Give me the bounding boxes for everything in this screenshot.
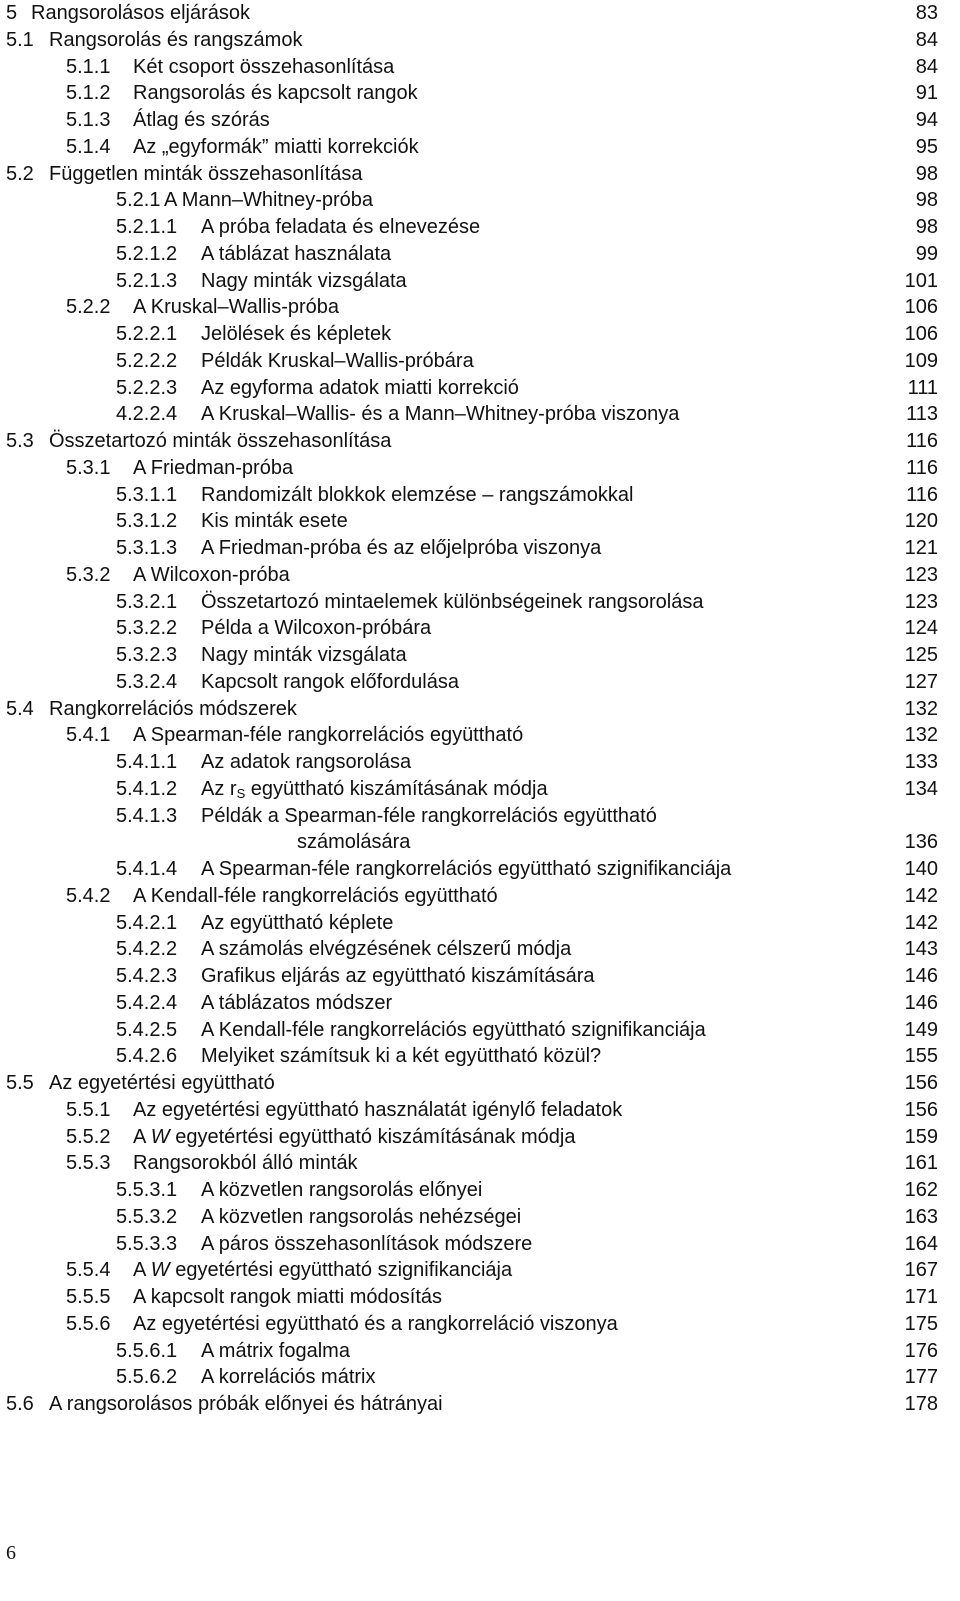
toc-entry[interactable] xyxy=(0,107,960,134)
toc-entry-title xyxy=(49,1070,275,1097)
toc-entry[interactable] xyxy=(0,0,960,27)
toc-entry-title-text: Kis minták esete xyxy=(201,510,348,533)
toc-entry-page: 84 xyxy=(915,55,938,78)
toc-entry-title-subscript: S xyxy=(236,785,246,801)
toc-entry-title-text: Az egyetértési együttható xyxy=(49,1072,275,1094)
toc-entry-title-text: A számolás elvégzésének célszerű módja xyxy=(201,938,572,961)
toc-entry-title-text: Rangsorokból álló minták xyxy=(133,1152,358,1175)
toc-entry-page: 101 xyxy=(904,269,938,292)
toc-entry-title xyxy=(133,722,523,749)
toc-entry-number: 5.3.2.3 xyxy=(116,644,178,666)
toc-entry-page: 124 xyxy=(904,617,938,640)
toc-entry-title-text: A Mann–Whitney-próba xyxy=(164,189,374,212)
toc-entry-title xyxy=(201,669,459,696)
toc-entry-title xyxy=(201,508,348,535)
toc-entry-title xyxy=(201,803,657,830)
toc-entry[interactable] xyxy=(0,214,960,241)
toc-entry-page: 116 xyxy=(906,456,938,479)
toc-entry-title xyxy=(201,936,571,963)
toc-entry-title-text: Rangsorolás és rangszámok xyxy=(49,28,303,51)
toc-entry-title-text: Példa a Wilcoxon-próbára xyxy=(201,617,432,640)
toc-entry-title-text: Összetartozó mintaelemek különbségeinek rangsorolása xyxy=(201,590,704,613)
toc-entry-number: 5.1.2 xyxy=(66,82,111,105)
toc-entry-page: 99 xyxy=(915,242,938,265)
toc-entry-number: 5.5.2 xyxy=(66,1125,111,1148)
toc-entry-page: 171 xyxy=(904,1286,938,1308)
toc-entry[interactable] xyxy=(0,508,960,535)
toc-entry-page: 164 xyxy=(904,1232,938,1255)
toc-entry-title xyxy=(201,1204,521,1231)
toc-entry-title xyxy=(49,1391,443,1418)
toc-entry-page: 98 xyxy=(915,162,938,185)
toc-entry-title xyxy=(201,749,411,776)
toc-entry-number: 5.5.6.1 xyxy=(116,1339,178,1362)
toc-entry-page: 140 xyxy=(904,858,938,880)
toc-entry[interactable] xyxy=(0,268,960,295)
toc-entry-page: 142 xyxy=(904,884,938,907)
toc-entry-title xyxy=(201,1017,706,1044)
toc-entry-number: 5.4 xyxy=(6,697,34,720)
toc-entry[interactable] xyxy=(0,187,960,214)
toc-entry-page: 121 xyxy=(904,537,938,559)
toc-entry-page: 143 xyxy=(904,938,938,961)
toc-entry-page: 123 xyxy=(904,590,938,613)
toc-entry[interactable] xyxy=(0,936,960,963)
toc-entry-page: 146 xyxy=(904,991,938,1014)
toc-entry-number: 5.5.6.2 xyxy=(116,1366,178,1389)
toc-entry-title xyxy=(49,27,302,54)
toc-entry-title xyxy=(133,1311,618,1338)
toc-entry-number: 5.2.1.3 xyxy=(116,269,178,292)
toc-entry[interactable] xyxy=(0,1204,960,1231)
toc-entry-page: 84 xyxy=(915,28,938,51)
toc-entry-title-text: A Kendall-féle rangkorrelációs együttható szignifikanciája xyxy=(201,1018,706,1041)
toc-entry-title-text: A táblázatos módszer xyxy=(201,991,393,1014)
toc-entry[interactable] xyxy=(0,1017,960,1044)
toc-entry-title-text: Két csoport összehasonlítása xyxy=(133,55,395,78)
toc-entry-number: 5.2.2.3 xyxy=(116,376,178,399)
toc-entry-number: 5.5 xyxy=(6,1072,34,1094)
toc-entry-page: 123 xyxy=(904,563,938,586)
toc-entry[interactable] xyxy=(0,161,960,188)
toc-entry-title xyxy=(133,80,418,107)
toc-entry-title-text: Példák Kruskal–Wallis-próbára xyxy=(201,349,474,372)
toc-entry[interactable] xyxy=(0,1177,960,1204)
toc-entry-number: 5.5.6 xyxy=(66,1312,111,1335)
toc-entry[interactable] xyxy=(0,1043,960,1070)
toc-entry-title xyxy=(133,1150,358,1177)
toc-entry-title-text: Grafikus eljárás az együttható kiszámítására xyxy=(201,965,595,987)
toc-entry-title-text: Az egyetértési együttható használatát igénylő feladatok xyxy=(133,1098,623,1121)
toc-entry-number: 5.3.2 xyxy=(66,563,111,586)
toc-entry[interactable] xyxy=(0,1124,960,1151)
toc-entry[interactable] xyxy=(0,321,960,348)
toc-entry-page: 159 xyxy=(904,1125,938,1148)
toc-entry-number: 5.2.2.2 xyxy=(116,349,178,372)
toc-entry-page: 95 xyxy=(915,135,938,158)
toc-entry-title-text: A táblázat használata xyxy=(201,242,392,265)
toc-entry-page: 156 xyxy=(904,1098,938,1121)
toc-entry-page: 176 xyxy=(904,1339,938,1362)
toc-entry[interactable] xyxy=(0,134,960,161)
toc-entry-page: 120 xyxy=(904,510,938,533)
toc-entry[interactable] xyxy=(0,669,960,696)
toc-entry-number: 5.3.2.1 xyxy=(116,590,178,613)
toc-entry[interactable] xyxy=(0,990,960,1017)
toc-entry[interactable] xyxy=(0,883,960,910)
toc-entry-title xyxy=(133,54,394,81)
toc-entry-title xyxy=(49,161,363,188)
toc-entry-title xyxy=(133,455,293,482)
toc-entry-title-text: A közvetlen rangsorolás nehézségei xyxy=(201,1205,522,1228)
toc-entry-number: 5.4.2.2 xyxy=(116,938,178,961)
toc-entry-title-text: Randomizált blokkok elemzése – rangszámokkal xyxy=(201,483,634,506)
toc-entry-title xyxy=(201,375,519,402)
toc-entry-title-text: A páros összehasonlítások módszere xyxy=(201,1232,533,1255)
toc-entry-title-text: Nagy minták vizsgálata xyxy=(201,269,407,292)
toc-entry[interactable] xyxy=(0,54,960,81)
toc-entry-title xyxy=(201,1043,601,1070)
toc-entry-number: 5.4.2.6 xyxy=(116,1045,178,1068)
toc-entry-page: 109 xyxy=(904,349,938,372)
toc-entry-page: 178 xyxy=(904,1393,938,1415)
toc-entry-title xyxy=(133,1257,512,1284)
toc-entry[interactable] xyxy=(0,1311,960,1338)
toc-entry-page: 162 xyxy=(904,1179,938,1201)
toc-entry[interactable] xyxy=(0,615,960,642)
toc-entry-title-text: A Friedman-próba xyxy=(133,456,294,479)
toc-entry-title xyxy=(201,1364,376,1391)
toc-entry-title xyxy=(201,348,474,375)
toc-entry-title xyxy=(201,1231,532,1258)
toc-entry-title xyxy=(297,829,410,856)
toc-entry-title-text: Az egyforma adatok miatti korrekció xyxy=(201,376,519,399)
toc-entry-title-text: A próba feladata és elnevezése xyxy=(201,216,481,238)
toc-entry-title-text: Az „egyformák” miatti korrekciók xyxy=(133,135,419,158)
toc-entry-page: 125 xyxy=(904,644,938,666)
toc-entry-number: 5.1.1 xyxy=(66,55,111,78)
toc-entry-title xyxy=(201,856,731,883)
toc-entry-title xyxy=(133,883,498,910)
toc-entry[interactable] xyxy=(0,856,960,883)
toc-entry-page: 106 xyxy=(904,323,938,345)
toc-entry-page: 83 xyxy=(915,2,938,24)
toc-entry-number: 5.5.1 xyxy=(66,1098,111,1121)
toc-entry[interactable] xyxy=(0,776,960,803)
toc-entry-title-text: A közvetlen rangsorolás előnyei xyxy=(201,1179,483,1201)
toc-entry-title-text: Rangsorolás és kapcsolt rangok xyxy=(133,82,418,105)
toc-entry-title-text: A rangsorolásos próbák előnyei és hátrányai xyxy=(49,1393,443,1415)
toc-entry-page: 111 xyxy=(907,376,938,399)
toc-entry-title-text: A Kendall-féle rangkorrelációs együttható xyxy=(133,884,498,907)
toc-entry-page: 98 xyxy=(915,189,938,212)
toc-entry-number: 5.5.4 xyxy=(66,1259,111,1282)
toc-entry-number: 5.5.3.3 xyxy=(116,1232,178,1255)
toc-entry-page: 156 xyxy=(904,1072,938,1094)
toc-entry-number: 5.3.2.2 xyxy=(116,617,178,640)
toc-entry-title-text: A Wilcoxon-próba xyxy=(133,563,290,586)
toc-entry-number: 5 xyxy=(6,2,18,24)
toc-entry-number: 5.1 xyxy=(6,28,34,51)
toc-entry-title xyxy=(201,963,595,990)
toc-entry-title-text: Jelölések és képletek xyxy=(201,323,392,345)
toc-entry-number: 5.4.1.3 xyxy=(116,804,178,827)
toc-entry-title xyxy=(49,696,297,723)
toc-entry-number: 5.3.1.3 xyxy=(116,537,178,559)
toc-entry-page: 116 xyxy=(906,483,938,506)
toc-entry-title xyxy=(201,990,392,1017)
toc-entry-number: 5.4.2.1 xyxy=(116,911,178,934)
toc-entry-number: 5.3.2.4 xyxy=(116,670,178,693)
toc-entry-page: 161 xyxy=(904,1152,938,1175)
toc-entry-number: 5.5.3 xyxy=(66,1152,111,1175)
toc-entry-title-text: A kapcsolt rangok miatti módosítás xyxy=(133,1286,443,1308)
toc-entry[interactable] xyxy=(0,642,960,669)
toc-entry[interactable] xyxy=(0,910,960,937)
toc-entry-title xyxy=(133,134,419,161)
toc-entry-page: 136 xyxy=(904,831,938,854)
toc-entry[interactable] xyxy=(0,401,960,428)
toc-entry-title xyxy=(201,401,679,428)
toc-entry[interactable] xyxy=(0,589,960,616)
toc-entry-page: 132 xyxy=(904,724,938,747)
toc-entry-title xyxy=(201,589,704,616)
toc-entry-number: 5.5.3.1 xyxy=(116,1179,178,1201)
toc-entry[interactable] xyxy=(0,1070,960,1097)
toc-entry-title-text: A korrelációs mátrix xyxy=(201,1366,376,1389)
toc-entry-page: 133 xyxy=(904,751,938,773)
toc-entry-number: 5.2 xyxy=(6,162,34,185)
toc-entry-title-text: A Kruskal–Wallis-próba xyxy=(133,296,340,319)
toc-entry-number: 5.2.1.2 xyxy=(116,242,178,265)
toc-entry-page: 127 xyxy=(904,670,938,693)
toc-entry-title-text: A xyxy=(133,1125,151,1148)
toc-entry-page: 116 xyxy=(906,430,938,452)
toc-entry[interactable] xyxy=(0,294,960,321)
toc-entry-page: 155 xyxy=(904,1045,938,1068)
toc-entry-title xyxy=(201,910,393,937)
toc-entry[interactable] xyxy=(0,1231,960,1258)
toc-entry-number: 5.4.2.3 xyxy=(116,965,178,987)
toc-entry-number: 5.4.2 xyxy=(66,884,111,907)
toc-entry-title-text: A Spearman-féle rangkorrelációs együttható szignifikanciája xyxy=(201,858,732,880)
toc-entry-number: 5.1.4 xyxy=(66,135,111,158)
toc-entry[interactable] xyxy=(0,803,960,830)
toc-entry-title-text: Melyiket számítsuk ki a két együttható közül? xyxy=(201,1045,602,1068)
toc-entry-number: 5.2.2 xyxy=(66,296,111,319)
toc-entry-page: 175 xyxy=(904,1312,938,1335)
toc-entry-title xyxy=(201,535,601,562)
toc-entry-title xyxy=(201,1338,350,1365)
toc-entry-page: 146 xyxy=(904,965,938,987)
toc-entry-title-rest: együttható kiszámításának módja xyxy=(245,777,548,800)
toc-entry[interactable] xyxy=(0,1338,960,1365)
toc-entry-page: 94 xyxy=(915,109,938,131)
toc-entry-title-italic: W xyxy=(150,1259,170,1282)
toc-entry-title xyxy=(133,107,270,134)
toc-entry-title-text: Független minták összehasonlítása xyxy=(49,162,363,185)
toc-entry-number: 5.4.2.5 xyxy=(116,1018,178,1041)
toc-entry-title xyxy=(201,1177,482,1204)
toc-entry-title-text: Példák a Spearman-féle rangkorrelációs együttható xyxy=(201,804,657,827)
toc-entry-title xyxy=(133,562,290,589)
toc-entry-number: 5.3.1.2 xyxy=(116,510,178,533)
toc-entry-title xyxy=(201,642,407,669)
toc-entry[interactable] xyxy=(0,722,960,749)
toc-entry-page: 98 xyxy=(915,216,938,238)
toc-entry-title xyxy=(133,294,339,321)
toc-entry-number: 5.6 xyxy=(6,1393,34,1415)
toc-entry-page: 134 xyxy=(904,777,938,800)
toc-entry-page: 142 xyxy=(904,911,938,934)
toc-entry-page: 106 xyxy=(904,296,938,319)
toc-entry-number: 5.4.1 xyxy=(66,724,111,747)
toc-entry-page: 167 xyxy=(904,1259,938,1282)
toc-entry-title-text: Rangkorrelációs módszerek xyxy=(49,697,297,720)
toc-entry-number: 5.4.1.1 xyxy=(116,751,178,773)
toc-entry-number: 4.2.2.4 xyxy=(116,403,178,426)
toc-entry-number: 5.1.3 xyxy=(66,109,111,131)
toc-entry[interactable] xyxy=(0,963,960,990)
toc-entry[interactable] xyxy=(0,348,960,375)
toc-entry-title-text: A Friedman-próba és az előjelpróba viszonya xyxy=(201,537,602,559)
toc-entry[interactable] xyxy=(0,241,960,268)
toc-entry-title-text: Az r xyxy=(201,777,237,800)
toc-entry[interactable] xyxy=(0,482,960,509)
toc-entry-title-italic: W xyxy=(150,1125,170,1148)
toc-entry-page: 91 xyxy=(915,82,938,105)
toc-entry-number: 5.4.1.4 xyxy=(116,858,178,880)
toc-entry-title-text: Átlag és szórás xyxy=(133,109,270,131)
toc-entry[interactable] xyxy=(0,1391,960,1418)
toc-entry-page: 177 xyxy=(904,1366,938,1389)
toc-entry-title xyxy=(49,428,391,455)
toc-entry-page: 163 xyxy=(904,1205,938,1228)
toc-entry-page: 149 xyxy=(904,1018,938,1041)
toc-entry-title xyxy=(133,1097,622,1124)
toc-entry-title xyxy=(201,241,391,268)
toc-entry-title xyxy=(31,0,250,27)
toc-entry[interactable] xyxy=(0,829,960,856)
toc-entry[interactable] xyxy=(0,1364,960,1391)
toc-entry-number: 5.2.2.1 xyxy=(116,323,178,345)
toc-entry-title-text: számolására xyxy=(297,831,411,854)
toc-entry-title xyxy=(201,615,431,642)
toc-entry-title-text: A Spearman-féle rangkorrelációs együttható xyxy=(133,724,524,747)
toc-entry-number: 5.3.1.1 xyxy=(116,483,178,506)
toc-entry-title-rest: egyetértési együttható szignifikanciája xyxy=(169,1259,513,1282)
toc-entry[interactable] xyxy=(0,1097,960,1124)
toc-entry-number: 5.2.1 xyxy=(116,189,161,212)
toc-entry-title-text: Összetartozó minták összehasonlítása xyxy=(49,430,392,452)
toc-entry-title xyxy=(201,321,391,348)
toc-entry-title-text: Az együttható képlete xyxy=(201,911,394,934)
toc-entry[interactable] xyxy=(0,80,960,107)
toc-entry[interactable] xyxy=(0,455,960,482)
toc-entry-number: 5.5.3.2 xyxy=(116,1205,178,1228)
toc-entry-title-text: A mátrix fogalma xyxy=(201,1339,350,1362)
toc-entry-number: 5.3.1 xyxy=(66,456,111,479)
toc-entry-title xyxy=(201,482,633,509)
toc-entry-number: 5.4.1.2 xyxy=(116,777,178,800)
toc-entry-number: 5.2.1.1 xyxy=(116,216,178,238)
toc-entry[interactable] xyxy=(0,1284,960,1311)
toc-entry-title xyxy=(164,187,373,214)
toc-entry[interactable] xyxy=(0,375,960,402)
toc-entry-title xyxy=(201,214,480,241)
toc-entry-page: 113 xyxy=(906,403,938,426)
toc-entry-title xyxy=(201,268,407,295)
toc-entry[interactable] xyxy=(0,1257,960,1284)
toc-entry-number: 5.3 xyxy=(6,430,34,452)
page-number: 6 xyxy=(6,1542,16,1564)
toc-entry-number: 5.5.5 xyxy=(66,1286,111,1308)
toc-entry-title-text: Az egyetértési együttható és a rangkorreláció viszonya xyxy=(133,1312,618,1335)
toc-entry-title-text: A Kruskal–Wallis- és a Mann–Whitney-próba viszonya xyxy=(201,403,680,426)
toc-entry[interactable] xyxy=(0,428,960,455)
toc-entry-title xyxy=(133,1124,575,1151)
toc-entry-number: 5.4.2.4 xyxy=(116,991,178,1014)
toc-entry-page: 132 xyxy=(904,697,938,720)
toc-entry[interactable] xyxy=(0,1150,960,1177)
toc-entry-title xyxy=(133,1284,442,1311)
toc-entry-title-text: Rangsorolásos eljárások xyxy=(31,2,251,24)
toc-entry-title-text: Az adatok rangsorolása xyxy=(201,751,412,773)
toc-entry[interactable] xyxy=(0,27,960,54)
toc-entry[interactable] xyxy=(0,749,960,776)
toc-entry-title-rest: egyetértési együttható kiszámításának módja xyxy=(169,1125,576,1148)
toc-entry[interactable] xyxy=(0,696,960,723)
toc-entry[interactable] xyxy=(0,562,960,589)
toc-entry-title-text: Nagy minták vizsgálata xyxy=(201,644,407,666)
toc-entry[interactable] xyxy=(0,535,960,562)
toc-entry-title-text: Kapcsolt rangok előfordulása xyxy=(201,670,459,693)
toc-entry-title-text: A xyxy=(133,1259,151,1282)
